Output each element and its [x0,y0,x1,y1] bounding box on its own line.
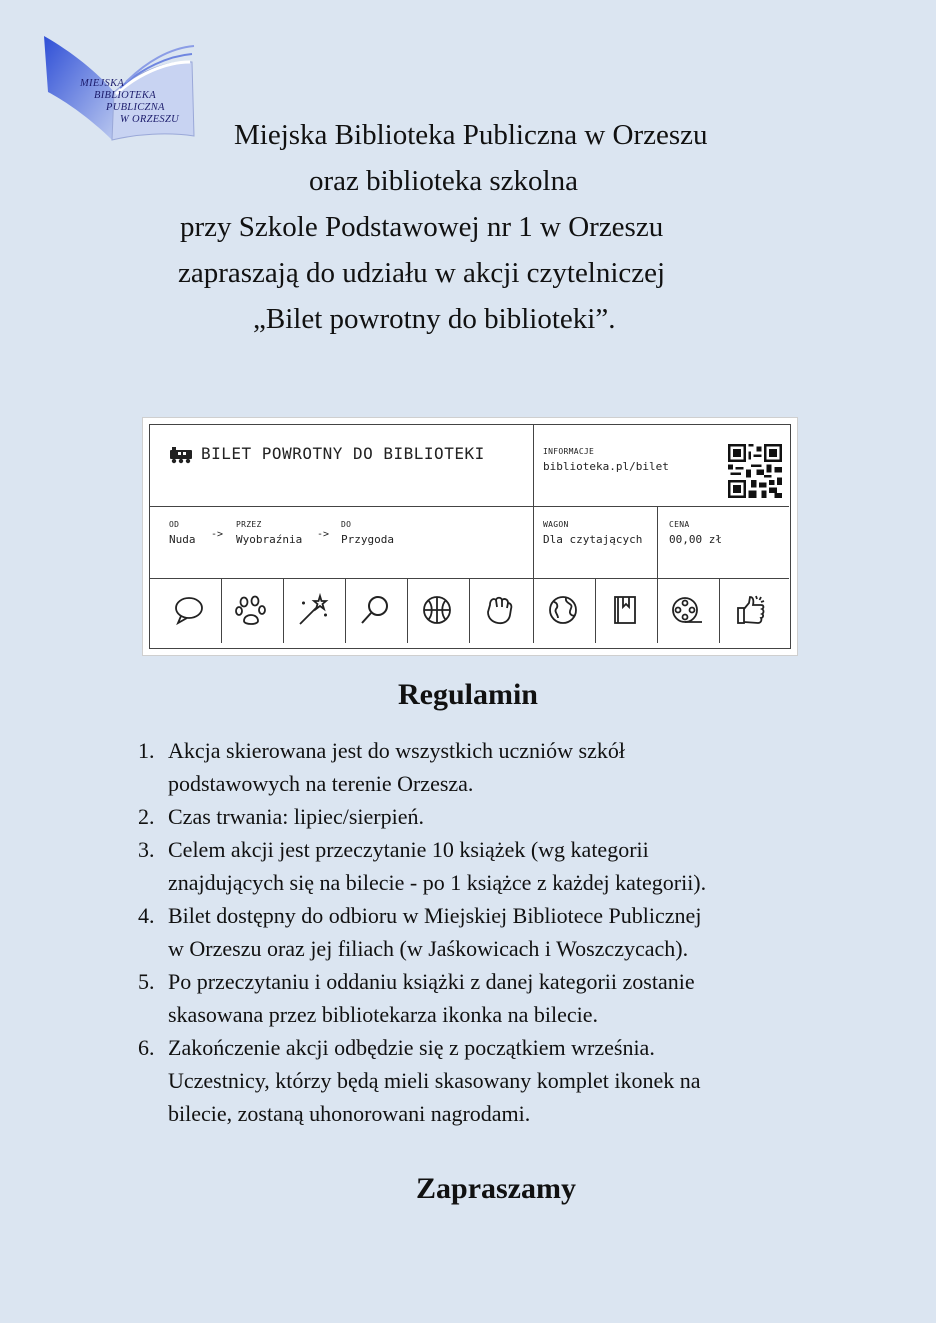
rule-line: podstawowych na terenie Orzesza. [168,771,474,796]
logo-text-line: MIEJSKA [80,78,125,89]
logo-text-line: BIBLIOTEKA [94,90,156,101]
rule-line: Po przeczytaniu i oddaniu książki z danej kategorii zostanie [168,969,695,994]
info-url[interactable]: biblioteka.pl/bilet [543,460,669,473]
film-reel-icon [657,578,717,642]
from-value: Nuda [169,533,196,546]
train-icon [169,446,193,464]
header-line: oraz biblioteka szkolna [309,165,578,197]
list-number: 5. [138,969,155,994]
rule-line: w Orzeszu oraz jej filiach (w Jaśkowicach i Woszczycach). [168,936,689,961]
to-value: Przygoda [341,533,394,546]
ticket-divider [149,506,789,507]
icon-divider [719,578,720,643]
rule-line: znajdujących się na bilecie - po 1 książce z każdej kategorii). [168,870,707,895]
speech-bubble-icon [159,578,219,642]
car-label: WAGON [543,520,569,529]
rule-line: Akcja skierowana jest do wszystkich uczniów szkół [168,738,625,763]
list-item [138,899,818,965]
to-label: DO [341,520,352,529]
rule-line: Zakończenie akcji odbędzie się z początkiem września. [168,1035,655,1060]
list-item [138,833,818,899]
route-arrow: -> [317,529,330,540]
closing-heading: Zapraszamy [416,1172,576,1205]
rule-line: Bilet dostępny do odbioru w Miejskiej Bibliotece Publicznej [168,903,702,928]
ticket-title: BILET POWROTNY DO BIBLIOTEKI [201,444,485,463]
library-logo [42,32,197,144]
magnifier-icon [345,578,405,642]
logo-text-line: PUBLICZNA [106,102,165,113]
list-number: 1. [138,738,155,763]
rule-line: Uczestnicy, którzy będą mieli skasowany komplet ikonek na [168,1068,701,1093]
rule-line: Celem akcji jest przeczytanie 10 książek (wg kategorii [168,837,649,862]
via-label: PRZEZ [236,520,262,529]
via-value: Wyobraźnia [236,533,303,546]
magic-wand-icon [283,578,343,642]
route-arrow: -> [211,529,224,540]
rules-list [138,734,818,1130]
car-value: Dla czytających [543,533,643,546]
paw-icon [221,578,281,642]
header-line: przy Szkole Podstawowej nr 1 w Orzeszu [180,211,664,243]
rule-line: Czas trwania: lipiec/sierpień. [168,804,424,829]
list-item [138,734,818,800]
qr-code-icon [728,444,782,498]
list-item [138,965,818,1031]
rule-line: bilecie, zostaną uhonorowani nagrodami. [168,1101,531,1126]
price-value: 00,00 zł [669,533,722,546]
list-number: 2. [138,804,155,829]
basketball-icon [407,578,467,642]
list-number: 4. [138,903,155,928]
list-number: 3. [138,837,155,862]
info-label: INFORMACJE [543,447,595,456]
header-line: Miejska Biblioteka Publiczna w Orzeszu [234,119,708,151]
logo-text-line: W ORZESZU [120,114,179,125]
header-line: „Bilet powrotny do biblioteki”. [253,303,616,335]
from-label: OD [169,520,180,529]
thumbs-up-icon [721,578,781,642]
globe-icon [533,578,593,642]
library-ticket [142,417,798,656]
fist-icon [469,578,529,642]
header-line: zapraszają do udziału w akcji czytelniczej [178,257,666,289]
list-item [138,800,818,833]
rule-line: skasowana przez bibliotekarza ikonka na bilecie. [168,1002,599,1027]
rules-heading: Regulamin [397,678,538,711]
list-number: 6. [138,1035,155,1060]
list-item [138,1031,818,1130]
price-label: CENA [669,520,690,529]
book-icon [595,578,655,642]
